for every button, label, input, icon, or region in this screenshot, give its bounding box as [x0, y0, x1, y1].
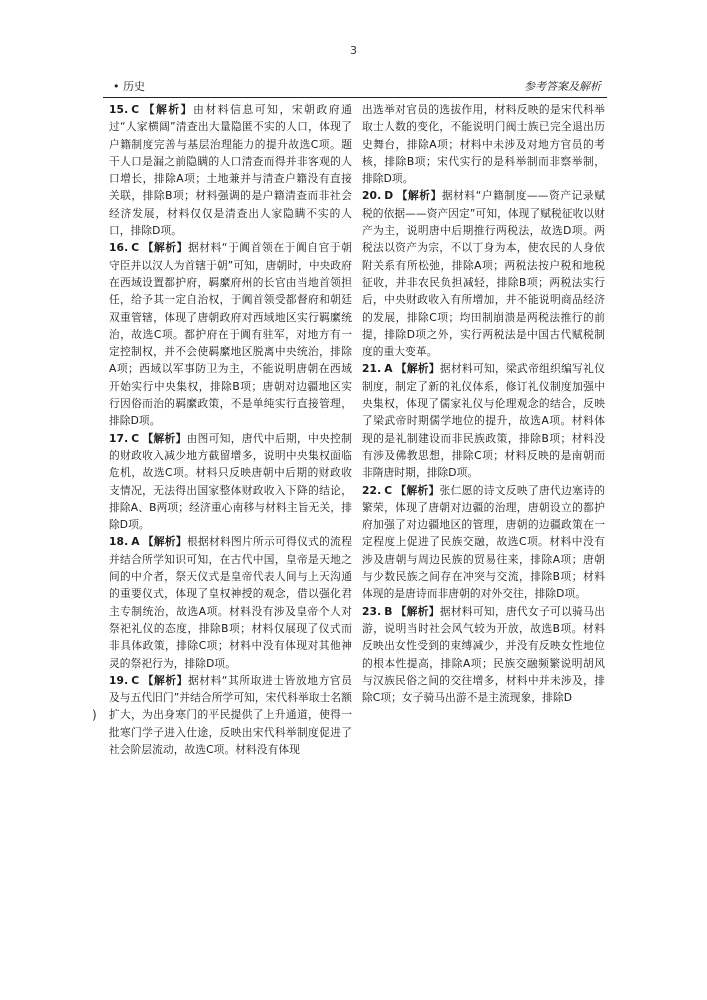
- analysis-text: 据材料可知，梁武帝组织编写礼仪制度，制定了新的礼仪体系，修订礼仪制度加强中央集权，体现了儒家礼仪与伦理观念的结合，反映了梁武帝时期儒学地位的提升，故选A项。材料体现的是礼制建设而非民族政策，排除B项；材料没有涉及佛教思想，排除C项；材料反映的是南朝而非隋唐时期，排除D项。: [362, 362, 605, 480]
- analysis-tag: 【解析】: [396, 189, 442, 203]
- question-number: 21.: [362, 362, 382, 376]
- question-number: 23.: [362, 604, 382, 618]
- answer-letter: C: [131, 241, 140, 255]
- answer-entry-20: [362, 187, 605, 360]
- right-column: [362, 101, 605, 706]
- answer-letter: C: [384, 483, 393, 497]
- analysis-text: 出选举对官员的选拔作用，材料反映的是宋代科举取士人数的变化，不能说明门阀士族已完全退出历史舞台，排除A项；材料中未涉及对地方官员的考核，排除B项；宋代实行的是科举制而非察举制，排除D项。: [362, 103, 605, 186]
- question-number: 19.: [109, 673, 129, 687]
- question-number: 20.: [362, 189, 382, 203]
- question-number: 16.: [109, 241, 129, 255]
- answer-letter: C: [131, 103, 140, 116]
- answer-letter: A: [384, 362, 393, 376]
- answer-letter: D: [384, 189, 394, 203]
- analysis-text: 据材料“其所取进士皆放地方官员及与五代旧门”并结合所学可知，宋代科举取士名额扩大，为出身寒门的平民提供了上升通道，使得一批寒门学子进入仕途，反映出宋代科举制度促进了社会阶层流动，故选C项。材料没有体现: [109, 673, 352, 756]
- analysis-tag: 【解析】: [142, 673, 188, 687]
- answer-letter: C: [131, 673, 140, 687]
- answer-entry-22: [362, 482, 605, 603]
- answer-letter: B: [384, 604, 393, 618]
- question-number: 17.: [109, 431, 129, 445]
- analysis-tag: 【解析】: [142, 535, 187, 549]
- answer-letter: C: [131, 431, 140, 445]
- answer-entry-19: [109, 672, 352, 758]
- analysis-text: 张仁愿的诗文反映了唐代边塞诗的繁荣，体现了唐朝对边疆的治理，唐朝设立的都护府加强了对边疆地区的管理，唐朝的边疆政策在一定程度上促进了民族交融，故选C项。材料中没有涉及唐朝与周边民族的贸易往来，排除A项；唐朝与少数民族之间存在冲突与交流，排除B项；材料体现的是唐诗而非唐朝的对外交往，排除D项。: [362, 483, 605, 601]
- analysis-tag: 【解析】: [142, 241, 188, 255]
- question-number: 18.: [109, 535, 129, 549]
- answer-entry-18: [109, 533, 352, 671]
- analysis-text: 据材料“于阗首领在于阗自官于朝守臣并以汉人为首辖于朝”可知，唐朝时，中央政府在西域设置都护府，羁縻府州的长官由当地首领担任，给予其一定自治权，于阗首领受都督府和朝廷双重管辖，体现了唐朝政府对西域地区实行羁縻统治，故选C项。都护府在于阗有驻军，对地方有一定控制权，并不会使羁縻地区脱离中央统治，排除A项；西域以军事防卫为主，不能说明唐朝在西域开始实行中央集权，排除B项；唐朝对边疆地区实行因俗而治的羁縻政策，不是单纯实行直接管理，排除D项。: [109, 241, 352, 428]
- answer-letter: A: [131, 535, 140, 549]
- analysis-tag: 【解析】: [395, 362, 440, 376]
- answer-entry-23: [362, 603, 605, 707]
- answer-entry-15: [109, 101, 352, 239]
- question-number: 22.: [362, 483, 382, 497]
- header-title: 参考答案及解析: [524, 80, 601, 93]
- analysis-text: 据材料“户籍制度——资产记录赋税的依据——资产因定”可知，体现了赋税征收以财产为主，说明唐中后期推行两税法，故选D项。两税法以资产为宗，不以丁身为本，使农民的人身依附关系有所松弛，排除A项；两税法按户税和地税征收，并非农民负担减轻，排除B项；两税法实行后，中央财政收入有所增加，并不能说明商品经济的发展，排除C项；均田制崩溃是两税法推行的前提，排除D项之外，实行两税法是中国古代赋税制度的重大变革。: [362, 189, 605, 359]
- analysis-tag: 【解析】: [395, 604, 440, 618]
- header-subject: • 历史: [113, 80, 145, 93]
- page-number: 3: [350, 44, 357, 57]
- answer-entry-21: [362, 360, 605, 481]
- analysis-tag: 【解析】: [395, 483, 440, 497]
- answer-entry-16: [109, 239, 352, 429]
- analysis-tag: 【解析】: [142, 431, 187, 445]
- analysis-tag: 【解析】: [142, 103, 194, 116]
- analysis-text: 由材料信息可知，宋朝政府通过“人家横阔”清查出大量隐匿不实的人口，体现了户籍制度完善与基层治理能力的提升故选C项。题干人口是漏之前隐瞒的人口清查而得并非客观的人口增长，排除A项；土地兼并与清查户籍没有直接关联，排除B项；材料强调的是户籍清查而非社会经济发展，材料仅仅是清查出人家隐瞒不实的人口，排除D项。: [109, 103, 352, 238]
- running-header: [103, 78, 607, 94]
- header-rule: [103, 97, 607, 98]
- question-number: 15.: [109, 103, 129, 116]
- analysis-text: 由图可知，唐代中后期，中央控制的财政收入减少地方截留增多，说明中央集权面临危机，故选C项。材料只反映唐朝中后期的财政收支情况，无法得出国家整体财政收入下降的结论，排除A、B两项；经济重心南移与材料主旨无关，排除D项。: [109, 431, 352, 532]
- analysis-text: 据材料可知，唐代女子可以骑马出游，说明当时社会风气较为开放，故选B项。材料反映出女性受到的束缚减少，并没有反映女性地位的根本性提高，排除A项；民族交融频繁说明胡风与汉族民俗之间的交往增多，材料中并未涉及，排除C项；女子骑马出游不是主流现象，排除D: [362, 604, 605, 705]
- margin-mark: ): [92, 708, 97, 722]
- left-column: [109, 101, 352, 758]
- analysis-text: 根据材料图片所示可得仪式的流程并结合所学知识可知，在古代中国，皇帝是天地之间的中介者，祭天仪式是皇帝代表人间与上天沟通的重要仪式，体现了皇权神授的观念，借以强化君主专制统治，故选A项。材料没有涉及皇帝个人对祭祀礼仪的态度，排除B项；材料仅展现了仪式而非具体政策，排除C项；材料中没有体现对其他神灵的祭祀行为，排除D项。: [109, 535, 352, 670]
- answer-entry-17: [109, 430, 352, 534]
- answer-entry-19-continued: [362, 101, 605, 187]
